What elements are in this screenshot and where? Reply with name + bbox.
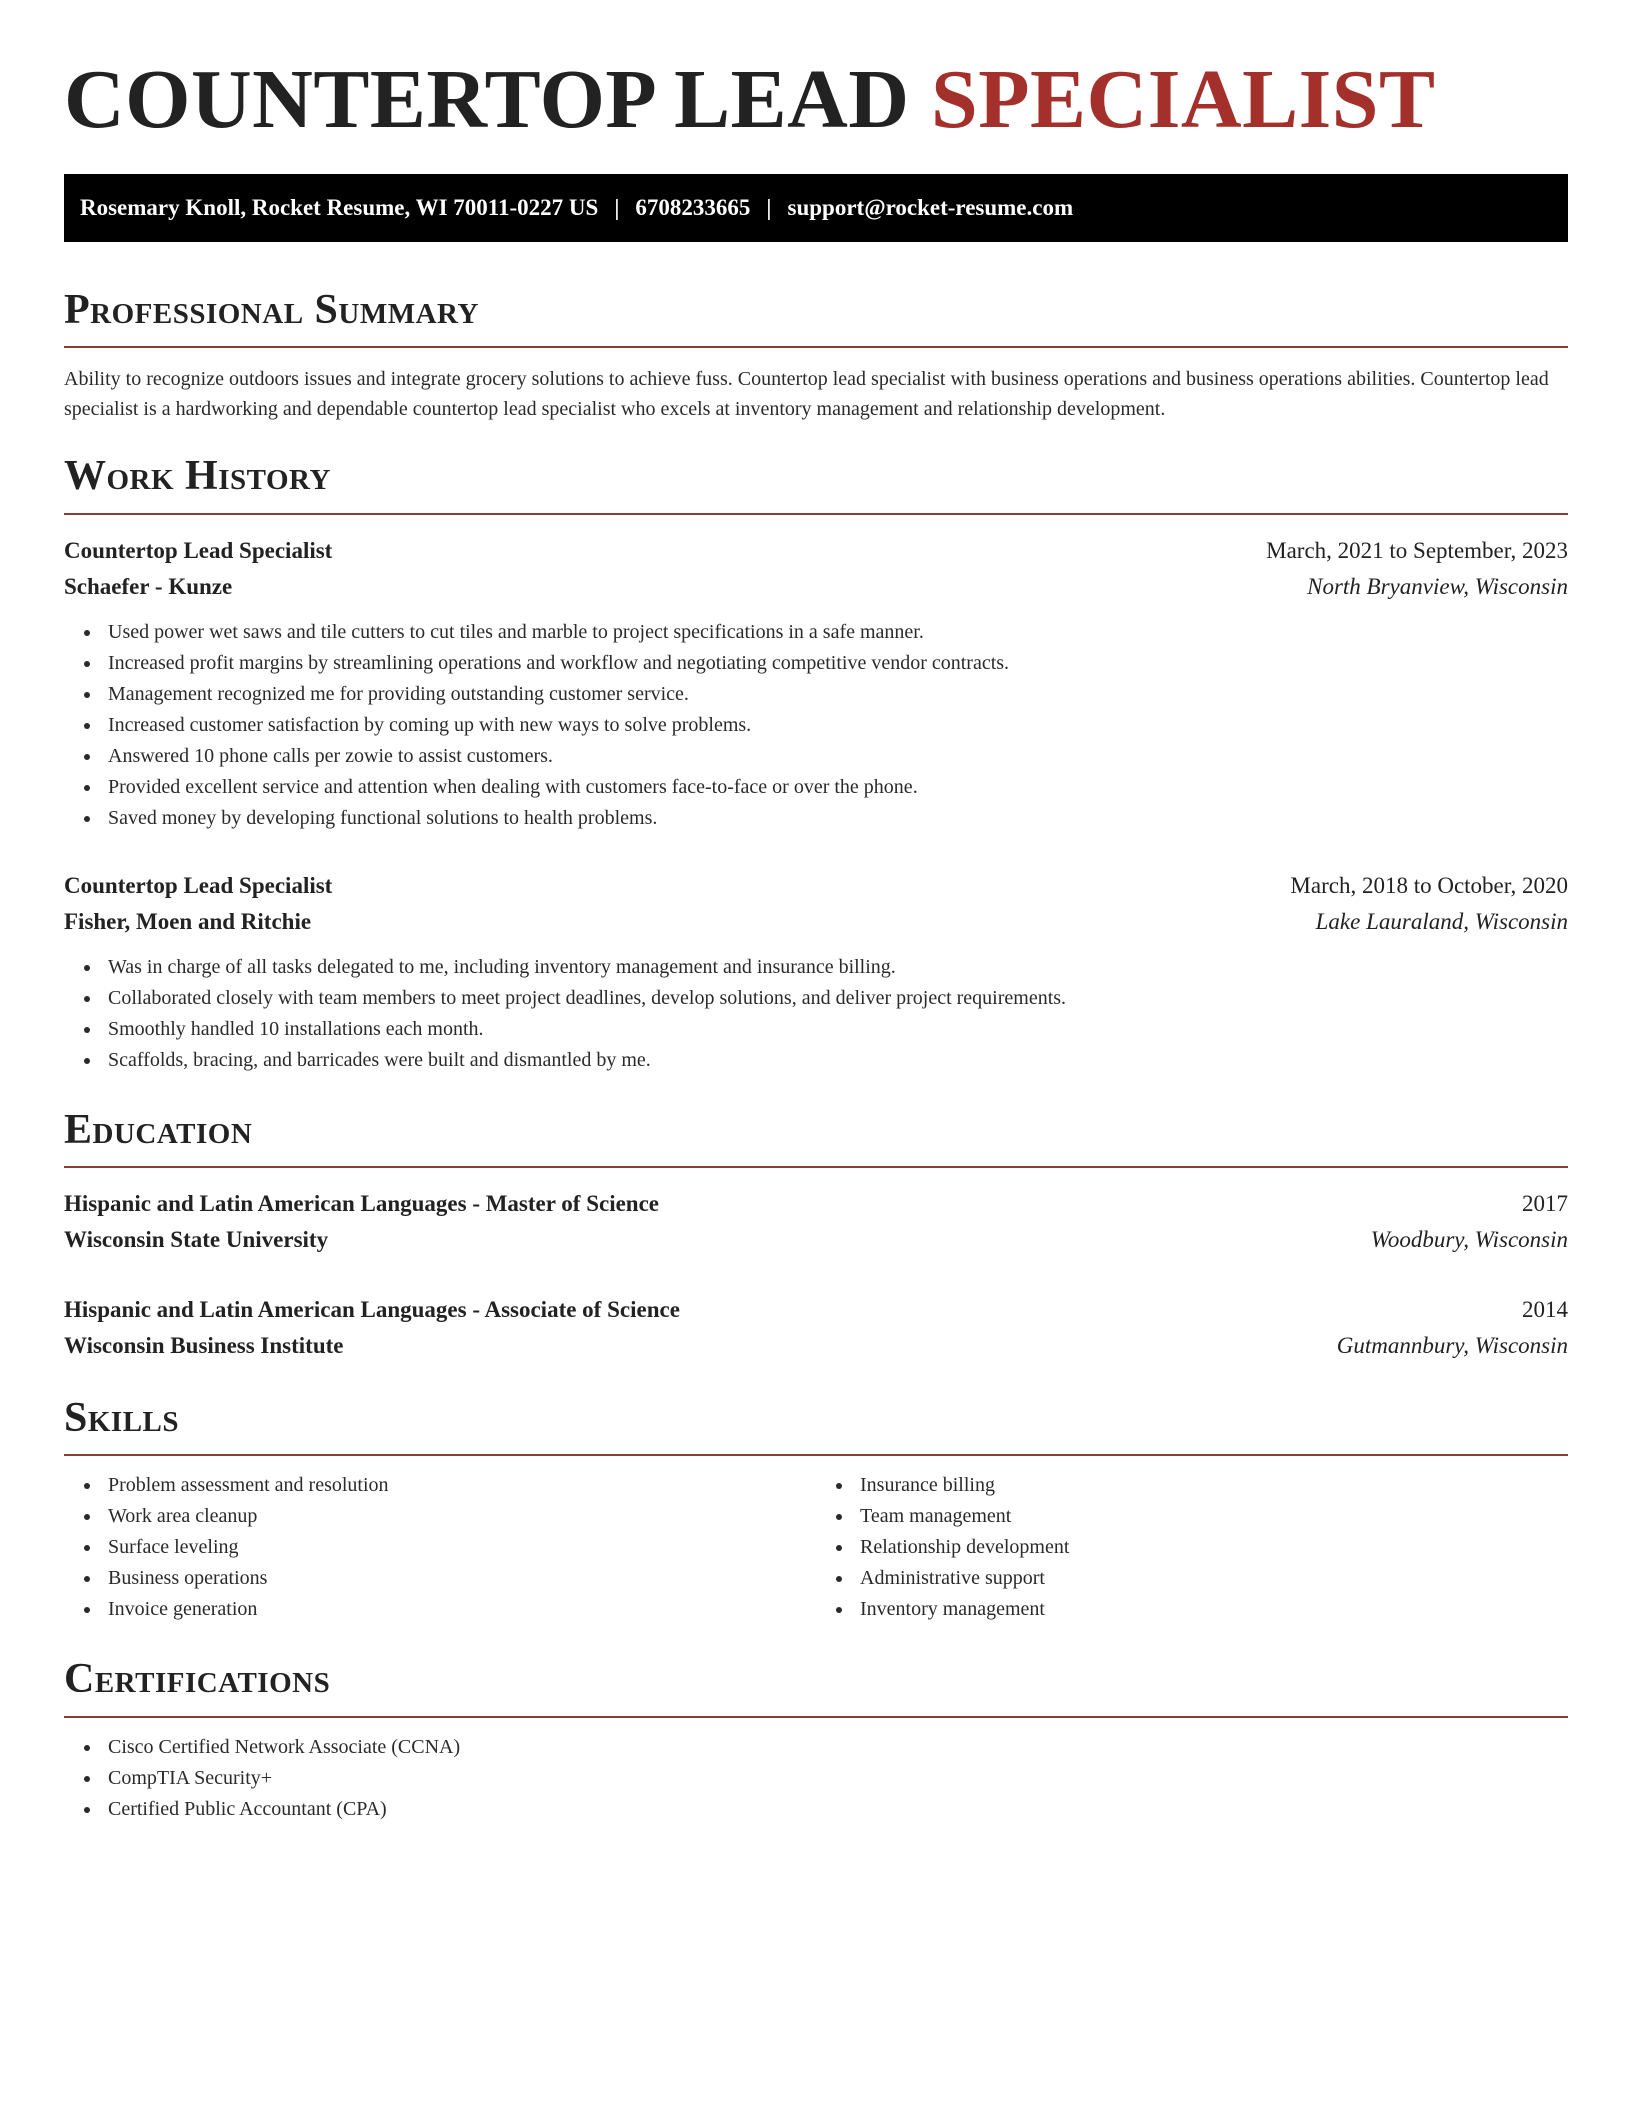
job-bullets	[64, 617, 1568, 834]
job-entry	[64, 533, 1568, 834]
list-item: Scaffolds, bracing, and barricades were built and dismantled by me.	[108, 1045, 1568, 1076]
list-item: Answered 10 phone calls per zowie to assist customers.	[108, 741, 1568, 772]
contact-separator: |	[766, 195, 772, 221]
education-entry	[64, 1186, 1568, 1258]
list-item: Invoice generation	[108, 1594, 816, 1625]
degree-year: 2017	[1522, 1191, 1568, 1217]
list-item: Administrative support	[860, 1563, 1568, 1594]
work-history-section	[64, 452, 1568, 1075]
skills-heading: Skills	[64, 1394, 1568, 1456]
school-name: Wisconsin State University	[64, 1227, 329, 1253]
education-section	[64, 1106, 1568, 1364]
school-name: Wisconsin Business Institute	[64, 1333, 344, 1359]
summary-text: Ability to recognize outdoors issues and integrate grocery solutions to achieve fuss. Countertop lead specialist with business operations and business operations abilities. Countertop lead specialist is a hardworking and dependable countertop lead specialist who excels at inventory management and relationship development.	[64, 368, 1549, 421]
list-item: CompTIA Security+	[108, 1763, 1568, 1794]
list-item: Team management	[860, 1501, 1568, 1532]
school-location: Woodbury, Wisconsin	[1370, 1227, 1568, 1253]
list-item: Inventory management	[860, 1594, 1568, 1625]
certifications-section	[64, 1655, 1568, 1824]
job-bullets	[64, 952, 1568, 1076]
job-company: Fisher, Moen and Ritchie	[64, 908, 312, 934]
job-title: Countertop Lead Specialist	[64, 872, 333, 898]
skills-grid	[64, 1470, 1568, 1625]
degree-title: Hispanic and Latin American Languages - Master of Science	[64, 1191, 660, 1217]
list-item: Certified Public Accountant (CPA)	[108, 1794, 1568, 1825]
contact-separator: |	[614, 195, 620, 221]
list-item: Business operations	[108, 1563, 816, 1594]
summary-heading: Professional Summary	[64, 286, 1568, 348]
job-company: Schaefer - Kunze	[64, 573, 233, 599]
list-item: Increased customer satisfaction by coming up with new ways to solve problems.	[108, 710, 1568, 741]
job-company-row	[64, 569, 1568, 605]
contact-phone: 6708233665	[635, 195, 751, 221]
skills-section	[64, 1394, 1568, 1625]
contact-bar	[64, 174, 1568, 242]
job-title: Countertop Lead Specialist	[64, 537, 333, 563]
list-item: Provided excellent service and attention when dealing with customers face-to-face or over the phone.	[108, 772, 1568, 803]
degree-row	[64, 1292, 1568, 1328]
degree-row	[64, 1186, 1568, 1222]
skills-list-left	[64, 1470, 816, 1625]
job-dates: March, 2018 to October, 2020	[1290, 872, 1568, 898]
list-item: Management recognized me for providing outstanding customer service.	[108, 679, 1568, 710]
list-item: Work area cleanup	[108, 1501, 816, 1532]
job-entry	[64, 868, 1568, 1076]
school-row	[64, 1222, 1568, 1258]
list-item: Used power wet saws and tile cutters to cut tiles and marble to project specifications in a safe manner.	[108, 617, 1568, 648]
work-history-heading: Work History	[64, 452, 1568, 514]
list-item: Smoothly handled 10 installations each month.	[108, 1014, 1568, 1045]
school-location: Gutmannbury, Wisconsin	[1336, 1333, 1568, 1359]
job-title-row	[64, 533, 1568, 569]
title-accent: SPECIALIST	[931, 53, 1436, 146]
job-location: North Bryanview, Wisconsin	[1307, 573, 1568, 599]
list-item: Increased profit margins by streamlining operations and workflow and negotiating competitive vendor contracts.	[108, 648, 1568, 679]
certifications-list	[64, 1732, 1568, 1825]
education-heading: Education	[64, 1106, 1568, 1168]
list-item: Was in charge of all tasks delegated to me, including inventory management and insurance billing.	[108, 952, 1568, 983]
job-dates: March, 2021 to September, 2023	[1266, 537, 1568, 563]
certifications-heading: Certifications	[64, 1655, 1568, 1717]
contact-email: support@rocket-resume.com	[787, 195, 1074, 221]
list-item: Problem assessment and resolution	[108, 1470, 816, 1501]
job-location: Lake Lauraland, Wisconsin	[1315, 908, 1568, 934]
list-item: Collaborated closely with team members to meet project deadlines, develop solutions, and deliver project requirements.	[108, 983, 1568, 1014]
list-item: Saved money by developing functional solutions to health problems.	[108, 803, 1568, 834]
list-item: Insurance billing	[860, 1470, 1568, 1501]
education-entry	[64, 1292, 1568, 1364]
list-item: Cisco Certified Network Associate (CCNA)	[108, 1732, 1568, 1763]
job-company-row	[64, 904, 1568, 940]
job-title-row	[64, 868, 1568, 904]
school-row	[64, 1328, 1568, 1364]
degree-year: 2014	[1522, 1297, 1568, 1323]
page-title	[64, 0, 1568, 144]
skills-list-right	[816, 1470, 1568, 1625]
summary-section	[64, 286, 1568, 424]
list-item: Relationship development	[860, 1532, 1568, 1563]
degree-title: Hispanic and Latin American Languages - Associate of Science	[64, 1297, 680, 1323]
title-main: COUNTERTOP LEAD	[64, 53, 931, 146]
list-item: Surface leveling	[108, 1532, 816, 1563]
contact-address: Rosemary Knoll, Rocket Resume, WI 70011-0227 US	[80, 195, 599, 221]
